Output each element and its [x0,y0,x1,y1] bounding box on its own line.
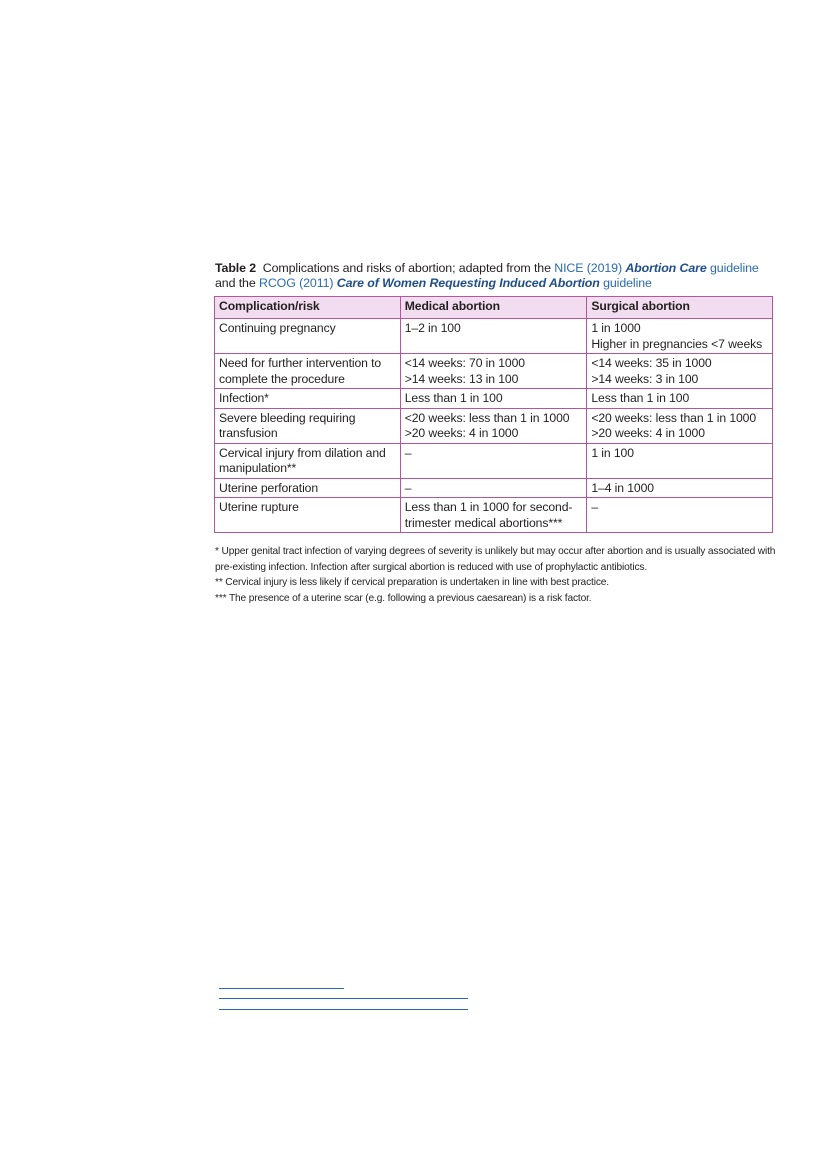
table-header-row [215,297,773,319]
table-row [215,389,773,409]
header-complication: Complication/risk [215,297,401,319]
table-row [215,498,773,533]
footnote-rupture: *** The presence of a uterine scar (e.g. following a previous caesarean) is a risk factor. [215,592,592,604]
table-label: Table 2 [215,261,257,275]
rcog-guideline-title[interactable]: Care of Women Requesting Induced Abortion [336,276,600,290]
medical-cell: – [400,443,587,478]
rcog-link[interactable]: RCOG (2011) [258,276,334,290]
caption-text-2: and the [215,276,259,290]
table-caption [215,261,775,291]
medical-cell: <20 weeks: less than 1 in 1000 >20 weeks: 4 in 1000 [400,408,587,443]
complication-cell: Uterine perforation [215,478,401,498]
reference-link-underline[interactable] [219,988,344,989]
surgical-cell: <14 weeks: 35 in 1000 >14 weeks: 3 in 100 [587,354,773,389]
surgical-cell: – [587,498,773,533]
footnote-infection: * Upper genital tract infection of varying degrees of severity is unlikely but may occur after abortion and is usually associated with pre-existing infection. Infection after surgical abortion is reduced with use of prophylactic antibiotics. [215,546,776,573]
surgical-cell: 1 in 100 [587,443,773,478]
caption-text: Complications and risks of abortion; adapted from the [262,261,555,275]
header-surgical: Surgical abortion [587,297,773,319]
footnote-cervical: ** Cervical injury is less likely if cervical preparation is undertaken in line with best practice. [215,577,609,588]
table-row [215,443,773,478]
table-footnotes [215,544,780,606]
complication-cell: Cervical injury from dilation and manipulation** [215,443,401,478]
medical-cell: Less than 1 in 100 [400,389,587,409]
surgical-cell: 1 in 1000 Higher in pregnancies <7 weeks [587,319,773,354]
reference-link-underline[interactable] [219,1009,468,1010]
medical-cell: – [400,478,587,498]
complication-cell: Severe bleeding requiring transfusion [215,408,401,443]
reference-link-underline[interactable] [219,998,468,999]
table-row [215,478,773,498]
table-row [215,354,773,389]
nice-guideline-title[interactable]: Abortion Care [625,261,707,275]
medical-cell: 1–2 in 100 [400,319,587,354]
medical-cell: Less than 1 in 1000 for second-trimester medical abortions*** [400,498,587,533]
table-row [215,408,773,443]
nice-guideline-suffix[interactable]: guideline [709,261,759,275]
nice-link[interactable]: NICE (2019) [554,261,622,275]
surgical-cell: <20 weeks: less than 1 in 1000 >20 weeks: 4 in 1000 [587,408,773,443]
complications-table [214,296,773,533]
complication-cell: Infection* [215,389,401,409]
rcog-guideline-suffix[interactable]: guideline [603,276,652,290]
medical-cell: <14 weeks: 70 in 1000 >14 weeks: 13 in 100 [400,354,587,389]
surgical-cell: Less than 1 in 100 [587,389,773,409]
complication-cell: Uterine rupture [215,498,401,533]
header-medical: Medical abortion [400,297,587,319]
surgical-cell: 1–4 in 1000 [587,478,773,498]
complication-cell: Continuing pregnancy [215,319,401,354]
complication-cell: Need for further intervention to complete the procedure [215,354,401,389]
table-row [215,319,773,354]
